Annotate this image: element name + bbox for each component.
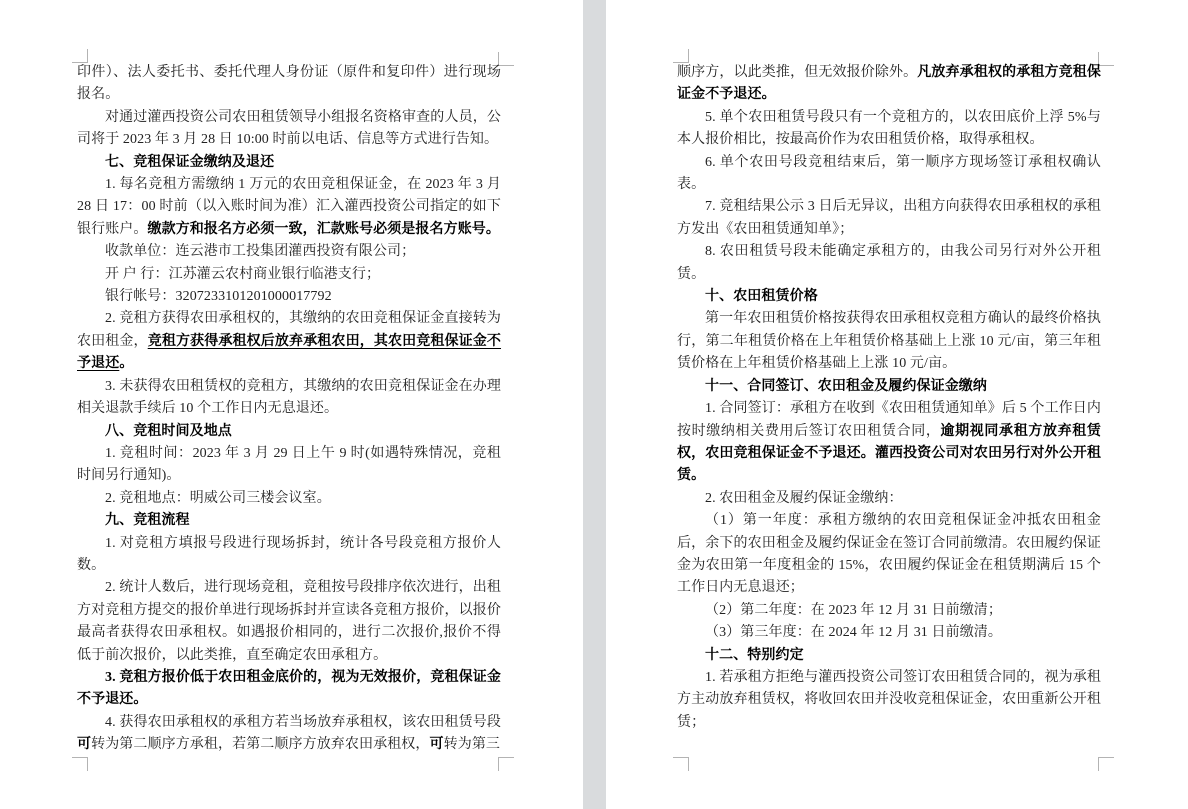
paragraph[interactable] [77, 488, 501, 510]
text-run: 顺序方，以此类推，但无效报价除外。 [677, 65, 918, 80]
paragraph[interactable] [677, 376, 1101, 398]
text-run: 6. 单个农田号段竞租结束后，第一顺序方现场签订承租权确认表。 [677, 154, 1101, 193]
text-run: 转为第三 [443, 737, 501, 753]
text-run: 1. 竞租时间：2023 年 3 月 29 日上午 9 时(如遇特殊情况，竞租时间另行通知)。 [77, 445, 501, 484]
text-run: 七、竞租保证金缴纳及退还 [105, 154, 275, 170]
paragraph[interactable] [77, 421, 501, 443]
paragraph[interactable] [77, 241, 501, 263]
text-run: 十一、合同签订、农田租金及履约保证金缴纳 [705, 378, 987, 394]
paragraph[interactable] [77, 62, 501, 107]
text-run: 1. 合同签订：承租方在收到《农田租赁通知单》后 5 个工作日内按时缴纳相关费用后签订农田租赁合同， [677, 401, 1101, 439]
crop-mark-bottom-left-icon [673, 757, 689, 771]
crop-mark-top-left-icon [72, 49, 88, 63]
paragraph[interactable] [677, 308, 1101, 375]
paragraph[interactable] [677, 510, 1101, 600]
text-run: 十二、特别约定 [705, 647, 804, 663]
text-run: （3）第三年度：在 2024 年 12 月 31 日前缴清。 [705, 625, 1002, 641]
paragraph[interactable] [77, 533, 501, 578]
paragraph[interactable] [77, 152, 501, 174]
paragraph[interactable] [77, 107, 501, 152]
text-run: （1）第一年度：承租方缴纳的农田竞租保证金冲抵农田租金后，余下的农田租金及履约保证金在签订合同前缴清。农田履约保证金为农田第一年度租金的 15%，农田履约保证金在租赁期满后 15 个工作日内无息退还； [677, 513, 1101, 596]
text-run: 银行帐号：3207233101201000017792 [105, 289, 332, 305]
text-run: 十、农田租赁价格 [705, 289, 818, 305]
text-run: 凡放弃承租权的承租方竞租保证金不予退还。 [677, 65, 1101, 103]
text-run: 第一年农田租赁价格按获得农田承租权竞租方确认的最终价格执行，第二年租赁价格在上年租赁价格基础上上涨 10 元/亩，第三年租赁价格在上年租赁价格基础上上涨 10 元/亩。 [677, 311, 1101, 372]
text-run: 2. 统计人数后，进行现场竞租，竞租按号段排序依次进行，出租方对竞租方提交的报价单进行现场拆封并宣读各竞租方报价，以报价最高者获得农田承租权。如遇报价相同的，进行二次报价,报价不得低于前次报价，以此类推，直至确定农田承租方。 [77, 580, 501, 663]
paragraph[interactable] [677, 600, 1101, 622]
paragraph[interactable] [677, 622, 1101, 644]
page-left-text[interactable] [77, 62, 501, 757]
text-run: 。 [119, 356, 134, 372]
text-run: 逾期视同承租方放弃租赁权，农田竞租保证金不予退还。灌西投资公司对农田另行对外公开租赁。 [677, 423, 1101, 484]
text-run: 1. 若承租方拒绝与灌西投资公司签订农田租赁合同的，视为承租方主动放弃租赁权，将收回农田并没收竞租保证金，农田重新公开租赁； [677, 669, 1101, 730]
text-run: 可 [77, 737, 92, 753]
text-run: 转为第二顺序方承租，若第二顺序方放弃农田承租权， [91, 737, 430, 753]
paragraph[interactable] [77, 308, 501, 375]
crop-mark-bottom-left-icon [72, 757, 88, 771]
text-run: 开 户 行：江苏灌云农村商业银行临港支行； [105, 266, 381, 282]
text-run: 八、竞租时间及地点 [105, 423, 232, 439]
text-run: （2）第二年度：在 2023 年 12 月 31 日前缴清； [705, 602, 1002, 618]
text-run: 3. 未获得农田租赁权的竞租方，其缴纳的农田竞租保证金在办理相关退款手续后 10 个工作日内无息退还。 [77, 378, 501, 417]
text-run: 印件）、法人委托书、委托代理人身份证（原件和复印件）进行现场报名。 [77, 65, 501, 103]
paragraph[interactable] [677, 645, 1101, 667]
paragraph[interactable] [77, 577, 501, 667]
paragraph[interactable] [677, 152, 1101, 197]
paragraph[interactable] [677, 241, 1101, 286]
paragraph[interactable] [677, 62, 1101, 107]
paragraph[interactable] [77, 286, 501, 308]
text-run: 对通过灌西投资公司农田租赁领导小组报名资格审查的人员，公司将于 2023 年 3 月 28 日 10:00 时前以电话、信息等方式进行告知。 [77, 109, 501, 148]
paragraph[interactable] [677, 107, 1101, 152]
page-left [0, 0, 583, 809]
crop-mark-bottom-right-icon [1098, 757, 1114, 771]
paragraph[interactable] [677, 286, 1101, 308]
paragraph[interactable] [677, 488, 1101, 510]
text-run: 8. 农田租赁号段未能确定承租方的，由我公司另行对外公开租赁。 [677, 244, 1101, 282]
page-right-text[interactable] [677, 62, 1101, 734]
text-run: 可 [429, 737, 444, 753]
paragraph[interactable] [77, 376, 501, 421]
paragraph[interactable] [77, 510, 501, 532]
paragraph[interactable] [77, 667, 501, 712]
paragraph[interactable] [77, 174, 501, 241]
paragraph[interactable] [677, 398, 1101, 488]
paragraph[interactable] [677, 667, 1101, 734]
page-right [606, 0, 1188, 809]
text-run: 1. 对竞租方填报号段进行现场拆封，统计各号段竞租方报价人数。 [77, 535, 501, 573]
text-run: 7. 竞租结果公示 3 日后无异议，出租方向获得农田承租权的承租方发出《农田租赁通知单》； [677, 199, 1101, 237]
text-run: 2. 农田租金及履约保证金缴纳： [705, 490, 903, 506]
paragraph[interactable] [77, 264, 501, 286]
text-run: 缴款方和报名方必须一致，汇款账号必须是报名方账号。 [147, 221, 500, 237]
crop-mark-bottom-right-icon [498, 757, 514, 771]
text-run: 九、竞租流程 [105, 513, 190, 529]
paragraph[interactable] [677, 196, 1101, 241]
text-run: 3. 竞租方报价低于农田租金底价的，视为无效报价，竞租保证金不予退还。 [77, 669, 501, 708]
text-run: 竞租方获得承租权后放弃承租农田，其农田竞租保证金不予退还 [77, 333, 502, 372]
text-run: 4. 获得农田承租权的承租方若当场放弃承租权，该农田租赁号段 [105, 714, 501, 730]
text-run: 1. 每名竞租方需缴纳 1 万元的农田竞租保证金，在 2023 年 3 月 28 日 17：00 时前（以入账时间为准）汇入灌西投资公司指定的如下银行账户。 [77, 177, 501, 237]
text-run: 2. 竞租方获得农田承租权的，其缴纳的农田竞租保证金直接转为农田租金， [77, 311, 501, 349]
crop-mark-top-left-icon [673, 49, 689, 63]
text-run: 5. 单个农田租赁号段只有一个竞租方的，以农田底价上浮 5%与本人报价相比，按最高价作为农田租赁价格，取得承租权。 [677, 109, 1101, 148]
paragraph[interactable] [77, 712, 501, 757]
paragraph[interactable] [77, 443, 501, 488]
page-gap-divider [583, 0, 606, 809]
text-run: 收款单位：连云港市工投集团灌西投资有限公司； [105, 244, 416, 260]
text-run: 2. 竞租地点：明威公司三楼会议室。 [105, 490, 331, 506]
